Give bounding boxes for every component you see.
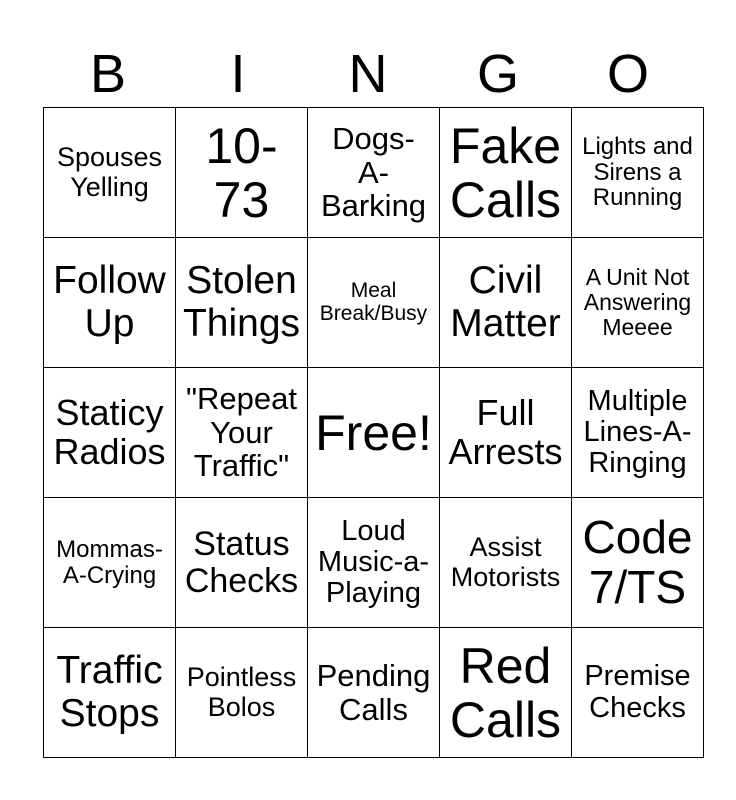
bingo-cell[interactable] [176,368,308,498]
header-letter-o: O [606,44,649,104]
bingo-cell[interactable] [440,498,572,628]
free-space-cell[interactable] [308,368,440,498]
bingo-cell[interactable] [44,628,176,758]
bingo-cell[interactable] [572,238,704,368]
cell-text: Stolen Things [182,259,301,345]
bingo-cell[interactable] [308,628,440,758]
cell-text: Code 7/TS [582,510,693,613]
header-letter-n: N [348,44,388,104]
cell-text: Civil Matter [450,259,561,345]
bingo-cell[interactable] [440,108,572,238]
bingo-header [43,42,693,106]
bingo-cell[interactable] [176,238,308,368]
bingo-cell[interactable] [176,628,308,758]
bingo-cell[interactable] [44,108,176,238]
bingo-cell[interactable] [440,628,572,758]
cell-text: Fake Calls [449,117,562,228]
bingo-cell[interactable] [308,498,440,628]
cell-text: 10- 73 [205,117,278,228]
board-row [44,498,704,628]
board-row [44,628,704,758]
cell-text: Mommas- A-Crying [56,535,163,589]
bingo-cell[interactable] [572,498,704,628]
cell-text: Meal Break/Busy [319,278,428,325]
bingo-cell[interactable] [572,108,704,238]
cell-text: Pointless Bolos [186,662,297,722]
cell-text: Red Calls [449,637,562,748]
board-row [44,108,704,238]
board-row [44,368,704,498]
cell-text: Loud Music-a- Playing [317,514,430,610]
bingo-cell[interactable] [44,368,176,498]
header-letter-i: I [230,44,246,104]
cell-text: Full Arrests [448,391,563,472]
cell-text: Spouses Yelling [56,142,163,202]
header-letter-g: G [476,44,519,104]
cell-text: Status Checks [184,524,299,600]
bingo-cell[interactable] [44,498,176,628]
cell-text: "Repeat Your Traffic" [186,381,297,484]
bingo-cell[interactable] [176,108,308,238]
cell-text: Premise Checks [584,660,691,724]
cell-text: Multiple Lines-A- Ringing [583,384,692,480]
board-row [44,238,704,368]
cell-text: Assist Motorists [450,532,561,592]
cell-text: Pending Calls [316,658,431,727]
bingo-cell[interactable] [440,238,572,368]
bingo-board [43,107,704,758]
bingo-cell[interactable] [308,238,440,368]
cell-text: Free! [315,404,432,461]
bingo-cell[interactable] [308,108,440,238]
cell-text: Lights and Sirens a Running [582,132,693,212]
cell-text: Dogs- A- Barking [320,121,427,224]
cell-text: Staticy Radios [53,391,166,472]
cell-text: Follow Up [53,259,166,345]
bingo-cell[interactable] [572,368,704,498]
header-letter-b: B [89,44,127,104]
cell-text: Traffic Stops [56,649,163,735]
bingo-cell[interactable] [572,628,704,758]
bingo-cell[interactable] [44,238,176,368]
cell-text: A Unit Not Answering Meeee [583,264,692,340]
bingo-cell[interactable] [440,368,572,498]
bingo-cell[interactable] [176,498,308,628]
